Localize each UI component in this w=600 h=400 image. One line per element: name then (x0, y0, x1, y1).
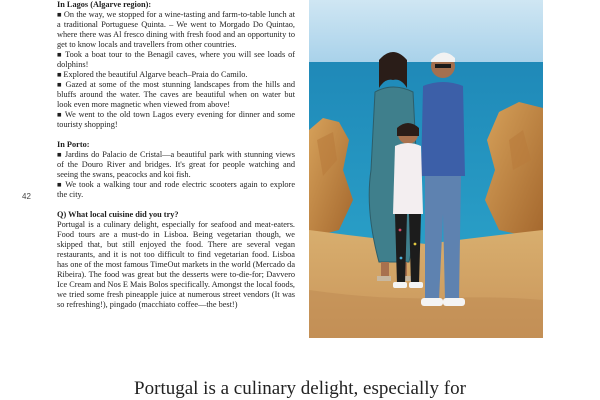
lagos-bullet-4: ■ Gazed at some of the most stunning landscapes from the hills and bluffs around the water. The caves are beautiful when on water but look even more magnetic when viewed from above! (57, 80, 295, 110)
cuisine-answer: Portugal is a culinary delight, especially for seafood and meat-eaters. Food tours are a must-do in Lisboa. Being vegetarian though, we skipped that, but still enjoyed the food. There are several vegan restaurants, and it is not too difficult to find vegetarian food. Lisboa has one of the most famous TimeOut markets in the world (Mercado da Ribeira). The food was great but the desserts were to-die-for; Davvero Ice Cream and Nos E Mais Bolos specifically. Amongst the local foods, we tried some fresh pineapple juice at numerous street vendors (It was so refreshing!), pingado (macchiato coffee—the best!) (57, 220, 295, 309)
sky (309, 0, 543, 62)
lagos-bullet-2: ■ Took a boat tour to the Benagil caves, where you will see loads of dolphins! (57, 50, 295, 70)
lagos-bullet-5: ■ We went to the old town Lagos every evening for dinner and some touristy shopping! (57, 110, 295, 130)
porto-heading: In Porto: (57, 140, 90, 149)
lagos-heading: In Lagos (Algarve region): (57, 0, 152, 9)
cuisine-question: Q) What local cuisine did you try? (57, 210, 179, 219)
porto-bullet-2: ■ We took a walking tour and rode electric scooters again to explore the city. (57, 180, 295, 200)
page-number: 42 (22, 192, 31, 201)
lagos-bullet-3: ■ Explored the beautiful Algarve beach–Praia do Camilo. (57, 70, 295, 80)
pull-quote: Portugal is a culinary delight, especially for (134, 378, 466, 399)
article-body (57, 0, 295, 310)
family-photo (309, 0, 543, 338)
lagos-bullet-1: ■ On the way, we stopped for a wine-tasting and farm-to-table lunch at a traditional Portuguese Quinta. – We went to Morgado Do Quintao, where there was Al fresco dining with fresh food and an opportunity to get to know locals and travellers from other countries. (57, 10, 295, 50)
porto-bullet-1: ■ Jardins do Palacio de Cristal—a beautiful park with stunning views of the Douro River and bridges. It's great for people watching and seeing the swans, peacocks and koi fish. (57, 150, 295, 180)
